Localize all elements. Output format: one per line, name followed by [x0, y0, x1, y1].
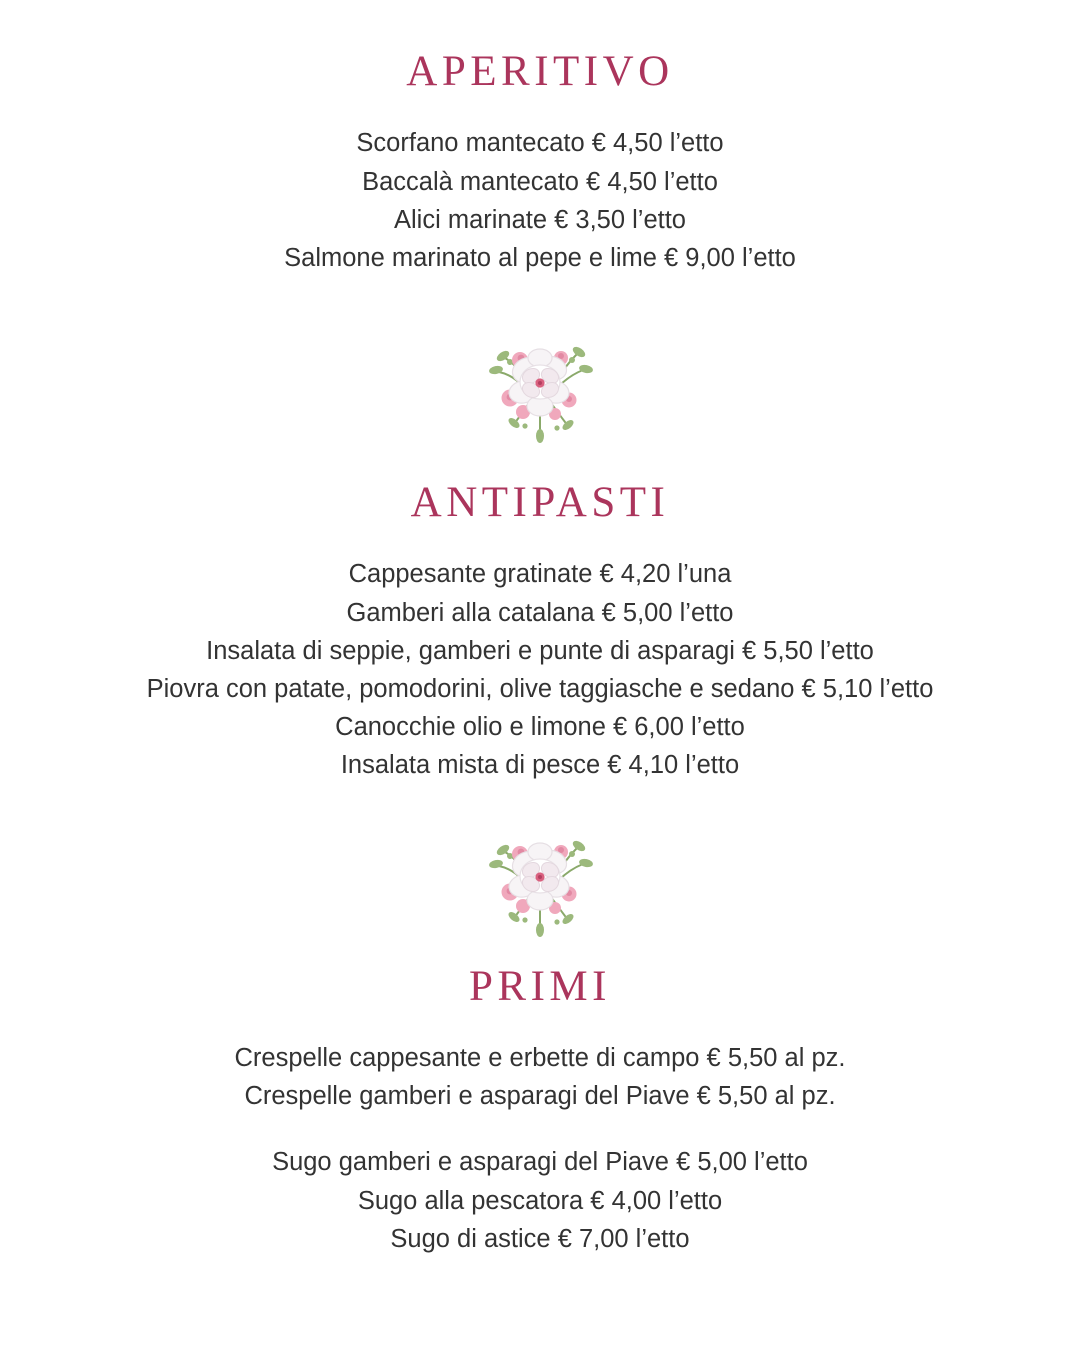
section-title-antipasti: ANTIPASTI: [410, 479, 670, 527]
menu-item-list-primi-crespelle: [235, 1040, 846, 1114]
section-primi: [40, 963, 1040, 1257]
menu-item: Insalata mista di pesce € 4,10 l’etto: [340, 751, 740, 780]
menu-item-list-antipasti: [147, 556, 934, 783]
menu-item: Scorfano mantecato € 4,50 l’etto: [356, 129, 724, 158]
divider-floral-1: [40, 314, 1040, 449]
section-antipasti: [40, 479, 1040, 784]
menu-item: Sugo di astice € 7,00 l’etto: [390, 1224, 690, 1253]
floral-ornament-icon: [465, 314, 615, 449]
menu-item: Cappesante gratinate € 4,20 l’una: [348, 560, 732, 589]
menu-item: Baccalà mantecato € 4,50 l’etto: [362, 167, 718, 196]
section-title-aperitivo: APERITIVO: [406, 48, 674, 95]
floral-ornament-icon: [465, 808, 615, 943]
menu-item: Alici marinate € 3,50 l’etto: [394, 205, 686, 234]
menu-item: Sugo gamberi e asparagi del Piave € 5,00 l’etto: [272, 1148, 808, 1177]
section-aperitivo: [40, 48, 1040, 276]
section-title-primi: PRIMI: [469, 962, 611, 1010]
menu-item: Crespelle gamberi e asparagi del Piave € 5,50 al pz.: [244, 1082, 836, 1111]
menu-item: Salmone marinato al pepe e lime € 9,00 l’etto: [284, 243, 796, 272]
menu-item: Canocchie olio e limone € 6,00 l’etto: [335, 713, 745, 742]
menu-item: Crespelle cappesante e erbette di campo € 5,50 al pz.: [234, 1043, 846, 1072]
divider-floral-2: [40, 808, 1040, 943]
menu-item-list-aperitivo: [284, 125, 796, 276]
menu-item: Insalata di seppie, gamberi e punte di asparagi € 5,50 l’etto: [206, 636, 874, 665]
menu-item: Sugo alla pescatora € 4,00 l’etto: [357, 1186, 723, 1215]
menu-item-list-primi-sughi: [272, 1144, 808, 1257]
menu-item: Gamberi alla catalana € 5,00 l’etto: [346, 598, 734, 627]
menu-item: Piovra con patate, pomodorini, olive taggiasche e sedano € 5,10 l’etto: [146, 675, 934, 704]
